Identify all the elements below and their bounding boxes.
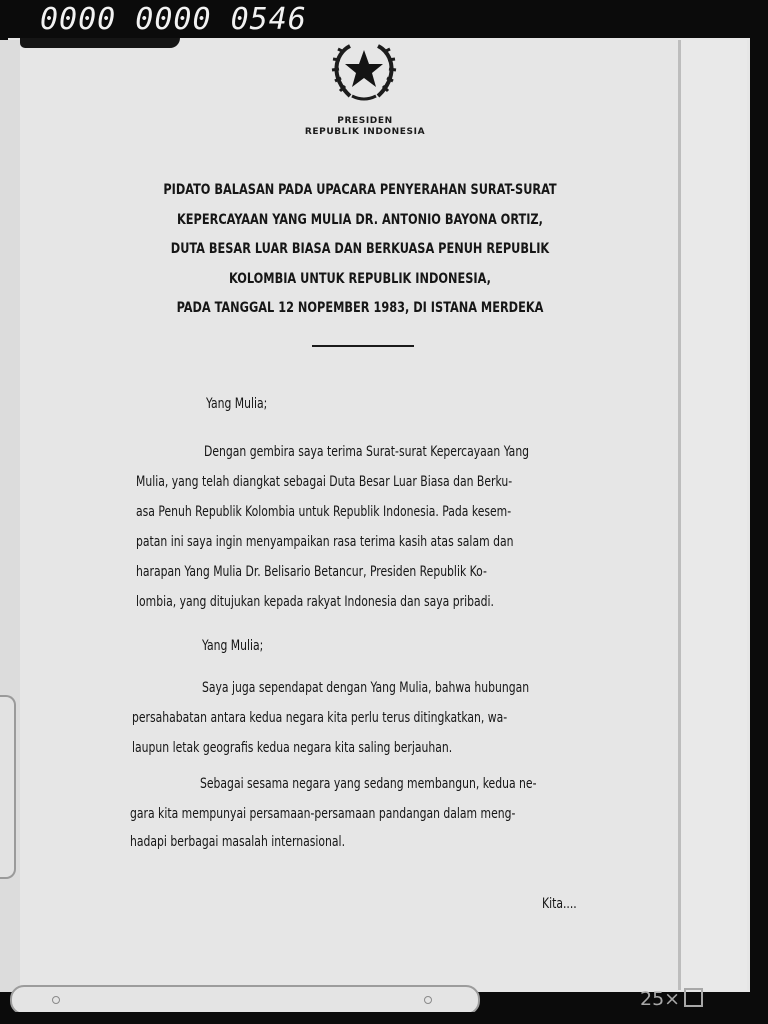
reduction-ratio-text: 25× (640, 988, 681, 1010)
reduction-ratio-mark (640, 988, 703, 1010)
heading-line: KEPERCAYAAN YANG MULIA DR. ANTONIO BAYONA ORTIZ, (177, 211, 543, 228)
body-line: laupun letak geografis kedua negara kita saling berjauhan. (132, 740, 453, 756)
heading-line: KOLOMBIA UNTUK REPUBLIK INDONESIA, (229, 270, 491, 287)
heading-line: PIDATO BALASAN PADA UPACARA PENYERAHAN SURAT-SURAT (163, 182, 557, 198)
garuda-star-wreath-emblem-icon (320, 38, 408, 102)
continuation-catchword: Kita.... (542, 896, 577, 912)
letterhead (270, 116, 460, 138)
salutation: Yang Mulia; (202, 638, 264, 654)
right-margin (681, 40, 747, 990)
body-line: hadapi berbagai masalah internasional. (130, 834, 346, 850)
letterhead-line-2: REPUBLIK INDONESIA (304, 127, 426, 137)
heading-line: DUTA BESAR LUAR BIASA DAN BERKUASA PENUH REPUBLIK (170, 241, 550, 257)
left-binder-clip (0, 695, 16, 879)
body-line: Saya juga sependapat dengan Yang Mulia, bahwa hubungan (202, 680, 530, 696)
film-frame-number: 0000 0000 0546 (40, 2, 307, 37)
bottom-binding-strip (10, 985, 480, 1015)
reduction-box-icon (684, 988, 703, 1007)
body-line: patan ini saya ingin menyampaikan rasa terima kasih atas salam dan (136, 534, 514, 550)
body-line: Sebagai sesama negara yang sedang membangun, kedua ne- (200, 776, 537, 792)
salutation: Yang Mulia; (206, 396, 268, 412)
strip-rivet (52, 996, 60, 1004)
film-bottom-border (0, 1012, 768, 1024)
speech-heading (135, 176, 585, 324)
ink-smudge (20, 38, 180, 48)
letterhead-line-1: PRESIDEN (337, 116, 393, 126)
body-line: lombia, yang ditujukan kepada rakyat Indonesia dan saya pribadi. (136, 594, 494, 610)
body-line: Dengan gembira saya terima Surat-surat Kepercayaan Yang (204, 444, 530, 460)
heading-line: PADA TANGGAL 12 NOPEMBER 1983, DI ISTANA MERDEKA (176, 300, 544, 316)
body-line: harapan Yang Mulia Dr. Belisario Betancur, Presiden Republik Ko- (136, 564, 487, 580)
strip-rivet (424, 996, 432, 1004)
body-line: persahabatan antara kedua negara kita perlu terus ditingkatkan, wa- (132, 710, 508, 726)
body-line: asa Penuh Republik Kolombia untuk Republik Indonesia. Pada kesem- (136, 504, 512, 520)
body-line: Mulia, yang telah diangkat sebagai Duta Besar Luar Biasa dan Berku- (136, 474, 513, 490)
body-line: gara kita mempunyai persamaan-persamaan pandangan dalam meng- (130, 806, 516, 822)
heading-underline (312, 345, 414, 347)
